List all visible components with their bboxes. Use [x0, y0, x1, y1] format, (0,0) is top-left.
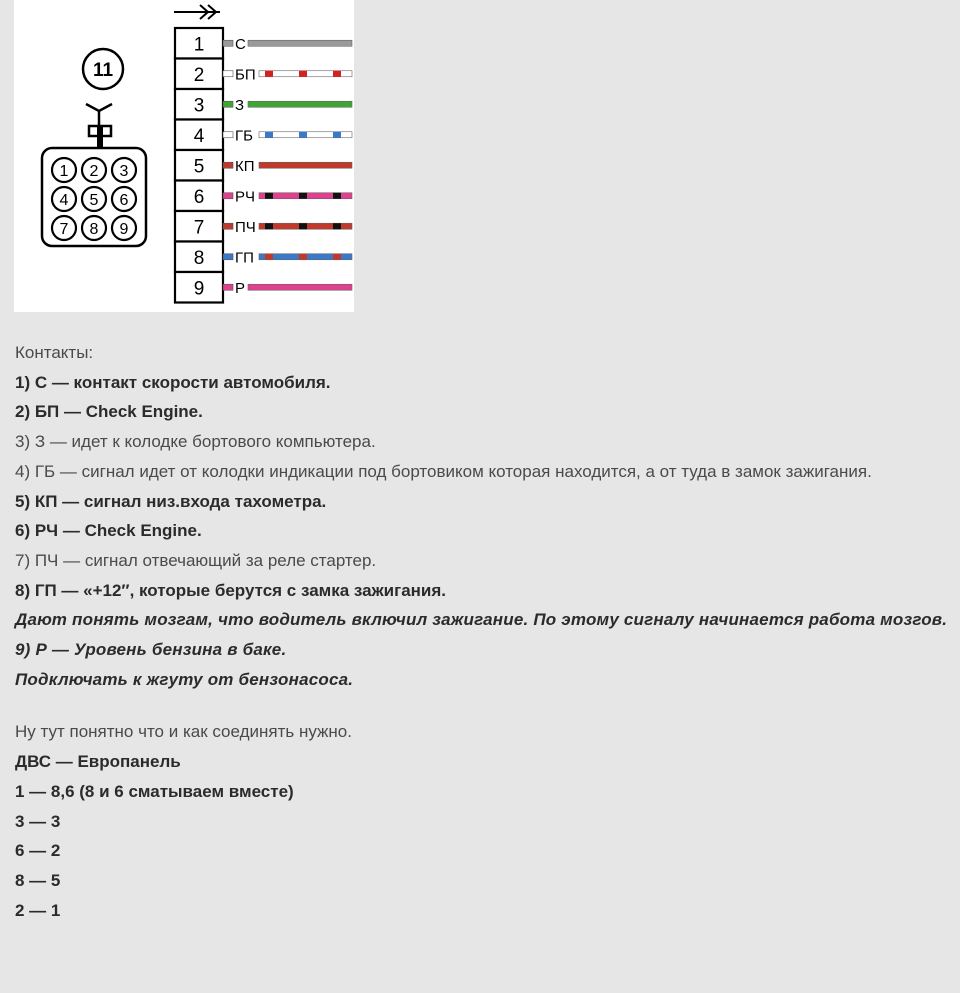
contact-line-9: 9) Р — Уровень бензина в баке. [15, 640, 287, 660]
wire [259, 162, 352, 168]
pin-number: 5 [193, 156, 205, 178]
wire-code: ГБ [235, 127, 253, 145]
contact-note-9: Подключать к жгуту от бензонасоса. [15, 669, 354, 689]
mapping-line-2: 3 — 3 [15, 811, 61, 831]
wire-stripe [333, 193, 341, 199]
wire-stripe [299, 71, 307, 77]
socket-pin-label: 1 [59, 163, 69, 180]
wire-stripe [265, 132, 273, 138]
contact-line-5: 5) КП — сигнал низ.входа тахометра. [15, 491, 327, 511]
wire-code: КП [235, 157, 255, 175]
pin-number: 6 [193, 186, 205, 208]
wire-lead [223, 223, 233, 229]
mapping-line-5: 2 — 1 [15, 900, 61, 920]
wire-lead [223, 284, 233, 290]
contact-note-8: Дают понять мозгам, что водитель включил зажигание. По этому сигналу начинается работа мозгов. [15, 610, 948, 630]
wire-lead [223, 101, 233, 107]
wire-code: З [235, 96, 245, 114]
pin-number: 1 [193, 34, 205, 56]
pin-column [175, 28, 352, 303]
pin-number: 7 [193, 217, 205, 239]
wire-stripe [299, 193, 307, 199]
socket-pin-label: 7 [59, 221, 69, 238]
wire-stripe [265, 223, 273, 229]
contact-line-4: 4) ГБ — сигнал идет от колодки индикации под бортовиком которая находится, а от туда в замок зажигания. [15, 461, 872, 481]
description-text [15, 338, 950, 925]
wire-code: ГП [235, 249, 254, 267]
pin-number: 9 [193, 278, 205, 300]
wire-stripe [333, 223, 341, 229]
socket-pins [52, 158, 136, 240]
wire-stripe [299, 254, 307, 260]
wire-stripe [265, 71, 273, 77]
wire [248, 40, 352, 46]
pin-number: 8 [193, 247, 205, 269]
wire-lead [223, 40, 233, 46]
contact-line-1: 1) С — контакт скорости автомобиля. [15, 372, 331, 392]
contact-line-2: 2) БП — Check Engine. [15, 402, 203, 422]
mapping-line-3: 6 — 2 [15, 841, 61, 861]
pin-number: 4 [193, 125, 205, 147]
wire-code: С [235, 35, 246, 53]
wire-stripe [299, 223, 307, 229]
socket-pin-label: 5 [89, 192, 99, 209]
plug-symbol-icon [86, 104, 112, 111]
wire-lead [223, 71, 233, 77]
mapping-title: ДВС — Европанель [15, 752, 181, 772]
pin-number: 3 [193, 95, 205, 117]
contact-line-8: 8) ГП — «+12″, которые берутся с замка зажигания. [15, 580, 447, 600]
pin-number: 2 [193, 64, 205, 86]
wire-code: БП [235, 66, 256, 84]
mapping-line-1: 1 — 8,6 (8 и 6 сматываем вместе) [15, 781, 294, 801]
wiring-diagram [14, 0, 354, 312]
mapping-line-4: 8 — 5 [15, 870, 61, 890]
wire-lead [223, 162, 233, 168]
socket-pin-label: 2 [89, 163, 99, 180]
intro-line: Ну тут понятно что и как соединять нужно. [15, 722, 352, 742]
socket-pin-label: 3 [119, 163, 129, 180]
wire [248, 284, 352, 290]
wire-stripe [265, 193, 273, 199]
socket-pin-label: 9 [119, 221, 129, 238]
wire-stripe [299, 132, 307, 138]
wire-code: ПЧ [235, 218, 256, 236]
wire-code: Р [235, 279, 246, 297]
contact-line-7: 7) ПЧ — сигнал отвечающий за реле стартер. [15, 550, 377, 570]
socket-pin-label: 6 [119, 192, 129, 209]
contact-line-3: 3) З — идет к колодке бортового компьютера. [15, 432, 376, 452]
wire-stripe [333, 254, 341, 260]
connector-number: 11 [92, 60, 114, 81]
wire-stripe [333, 132, 341, 138]
wire-lead [223, 132, 233, 138]
wire-stripe [333, 71, 341, 77]
wire [248, 101, 352, 107]
wire-lead [223, 254, 233, 260]
socket-pin-label: 8 [89, 221, 99, 238]
contact-line-6: 6) РЧ — Check Engine. [15, 521, 202, 541]
wire-code: РЧ [235, 188, 256, 206]
connector-diagram-svg [14, 0, 354, 312]
wire-lead [223, 193, 233, 199]
wire-stripe [265, 254, 273, 260]
contacts-heading: Контакты: [15, 343, 94, 362]
socket-pin-label: 4 [59, 192, 69, 209]
